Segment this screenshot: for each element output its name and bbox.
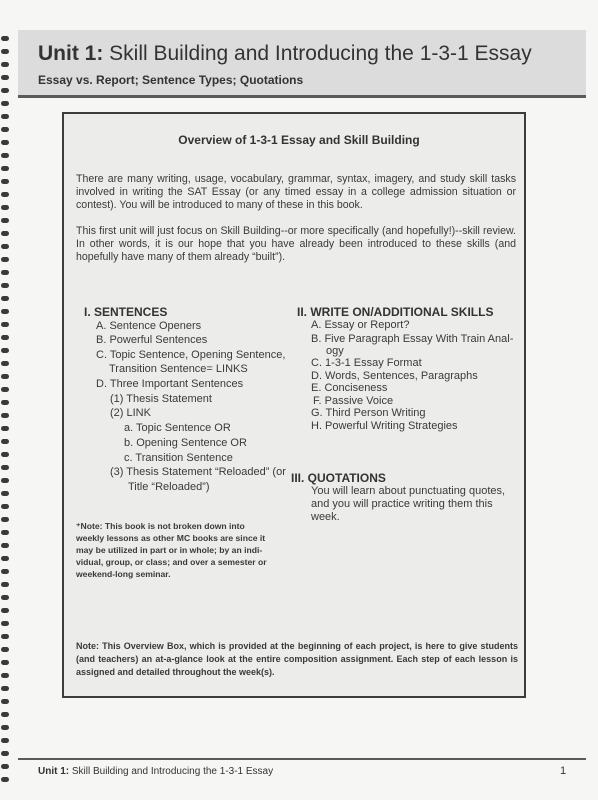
spiral-coil <box>1 452 9 457</box>
list-item: a. Topic Sentence OR <box>124 422 231 434</box>
spiral-coil <box>1 179 9 184</box>
spiral-coil <box>1 595 9 600</box>
overview-title: Overview of 1-3-1 Essay and Skill Building <box>178 133 420 147</box>
spiral-coil <box>1 699 9 704</box>
side-note-line: ⁺Note: This book is not broken down into <box>76 521 245 531</box>
list-item: Title “Reloaded”) <box>128 481 210 493</box>
footer-unit-label: Unit 1: <box>38 766 70 777</box>
spiral-coil <box>1 647 9 652</box>
spiral-coil <box>1 738 9 743</box>
spiral-coil <box>1 634 9 639</box>
spiral-coil <box>1 543 9 548</box>
spiral-coil <box>1 660 9 665</box>
footer-unit-title: Skill Building and Introducing the 1-3-1 Essay <box>69 766 274 777</box>
list-item: B. Five Paragraph Essay With Train Anal- <box>311 333 514 345</box>
unit-title-text: Skill Building and Introducing the 1-3-1 Essay <box>103 42 532 65</box>
list-item: C. 1-3-1 Essay Format <box>311 357 422 369</box>
list-item: F. Passive Voice <box>313 395 394 407</box>
spiral-coil <box>1 88 9 93</box>
overview-paragraph-2: This first unit will just focus on Skill Building--or more specifically (and hopefully!)--skill review. In other words, it is our hope that you have already been introduced to these skills (and hopefully have many of them already “built”). <box>76 225 516 263</box>
spiral-coil <box>1 36 9 41</box>
spiral-coil <box>1 712 9 717</box>
quotations-heading: III. QUOTATIONS <box>291 471 386 485</box>
spiral-coil <box>1 257 9 262</box>
spiral-coil <box>1 569 9 574</box>
spiral-coil <box>1 114 9 119</box>
list-item: H. Powerful Writing Strategies <box>311 420 458 432</box>
spiral-coil <box>1 218 9 223</box>
footer-text <box>38 766 273 777</box>
list-item: C. Topic Sentence, Opening Sentence, <box>96 349 286 361</box>
spiral-coil <box>1 205 9 210</box>
unit-title <box>38 42 532 66</box>
sentences-heading: I. SENTENCES <box>84 305 168 319</box>
spiral-coil <box>1 62 9 67</box>
spiral-coil <box>1 348 9 353</box>
unit-subtitle: Essay vs. Report; Sentence Types; Quotations <box>38 73 304 87</box>
spiral-coil <box>1 166 9 171</box>
side-note-line: may be utilized in part or in whole; by an indi- <box>76 545 263 555</box>
spiral-coil <box>1 270 9 275</box>
list-item: A. Sentence Openers <box>96 320 202 332</box>
quotations-text: You will learn about punctuating quotes, <box>311 485 506 497</box>
spiral-coil <box>1 582 9 587</box>
spiral-coil <box>1 530 9 535</box>
spiral-coil <box>1 127 9 132</box>
spiral-coil <box>1 478 9 483</box>
list-item: (3) Thesis Statement “Reloaded” (or <box>110 466 286 478</box>
spiral-coil <box>1 101 9 106</box>
side-note-line: weekly lessons as other MC books are since it <box>76 533 266 543</box>
spiral-coil <box>1 49 9 54</box>
spiral-coil <box>1 764 9 769</box>
list-item: A. Essay or Report? <box>311 319 410 331</box>
quotations-text: and you will practice writing them this <box>311 498 493 510</box>
list-item: ogy <box>326 345 344 357</box>
spiral-coil <box>1 608 9 613</box>
spiral-coil <box>1 361 9 366</box>
side-note-line: vidual, group, or class; and over a semester or <box>76 557 267 567</box>
spiral-coil <box>1 192 9 197</box>
list-item: c. Transition Sentence <box>124 452 233 464</box>
list-item: (1) Thesis Statement <box>110 393 212 405</box>
side-note <box>76 520 286 580</box>
spiral-coil <box>1 374 9 379</box>
spiral-coil <box>1 244 9 249</box>
spiral-coil <box>1 426 9 431</box>
spiral-coil <box>1 686 9 691</box>
side-note-line: weekend-long seminar. <box>76 569 171 579</box>
spiral-coil <box>1 504 9 509</box>
list-item: E. Conciseness <box>311 382 388 394</box>
overview-paragraph-1: There are many writing, usage, vocabulary, grammar, syntax, imagery, and study skill tasks involved in writing the SAT Essay (or any timed essay in a college admission situation or contest). You will be introduced to many of these in this book. <box>76 173 516 211</box>
spiral-coil <box>1 153 9 158</box>
list-item: D. Words, Sentences, Paragraphs <box>311 370 478 382</box>
spiral-coil <box>1 322 9 327</box>
spiral-coil <box>1 387 9 392</box>
spiral-coil <box>1 621 9 626</box>
list-item: (2) LINK <box>110 407 151 419</box>
spiral-coil <box>1 777 9 782</box>
spiral-coil <box>1 491 9 496</box>
spiral-coil <box>1 673 9 678</box>
list-item: G. Third Person Writing <box>311 407 426 419</box>
quotations-text: week. <box>311 511 340 523</box>
spiral-coil <box>1 465 9 470</box>
spiral-coil <box>1 231 9 236</box>
list-item: B. Powerful Sentences <box>96 334 208 346</box>
spiral-coil <box>1 517 9 522</box>
footer-rule <box>18 758 586 760</box>
spiral-binding <box>0 0 12 800</box>
unit-label: Unit 1: <box>38 42 104 65</box>
spiral-coil <box>1 75 9 80</box>
list-item: b. Opening Sentence OR <box>124 437 247 449</box>
spiral-coil <box>1 400 9 405</box>
spiral-coil <box>1 283 9 288</box>
overview-box-note: Note: This Overview Box, which is provided at the beginning of each project, is here to give students (and teachers) an at-a-glance look at the entire composition assignment. Each step of each lesson is assigned and detailed throughout the week(s). <box>76 641 518 677</box>
spiral-coil <box>1 725 9 730</box>
spiral-coil <box>1 751 9 756</box>
page-number: 1 <box>560 765 567 777</box>
spiral-coil <box>1 335 9 340</box>
list-item: D. Three Important Sentences <box>96 378 244 390</box>
spiral-coil <box>1 439 9 444</box>
spiral-coil <box>1 309 9 314</box>
spiral-coil <box>1 556 9 561</box>
spiral-coil <box>1 296 9 301</box>
spiral-coil <box>1 413 9 418</box>
write-on-heading: II. WRITE ON/ADDITIONAL SKILLS <box>297 305 494 319</box>
list-item: Transition Sentence= LINKS <box>109 363 248 375</box>
